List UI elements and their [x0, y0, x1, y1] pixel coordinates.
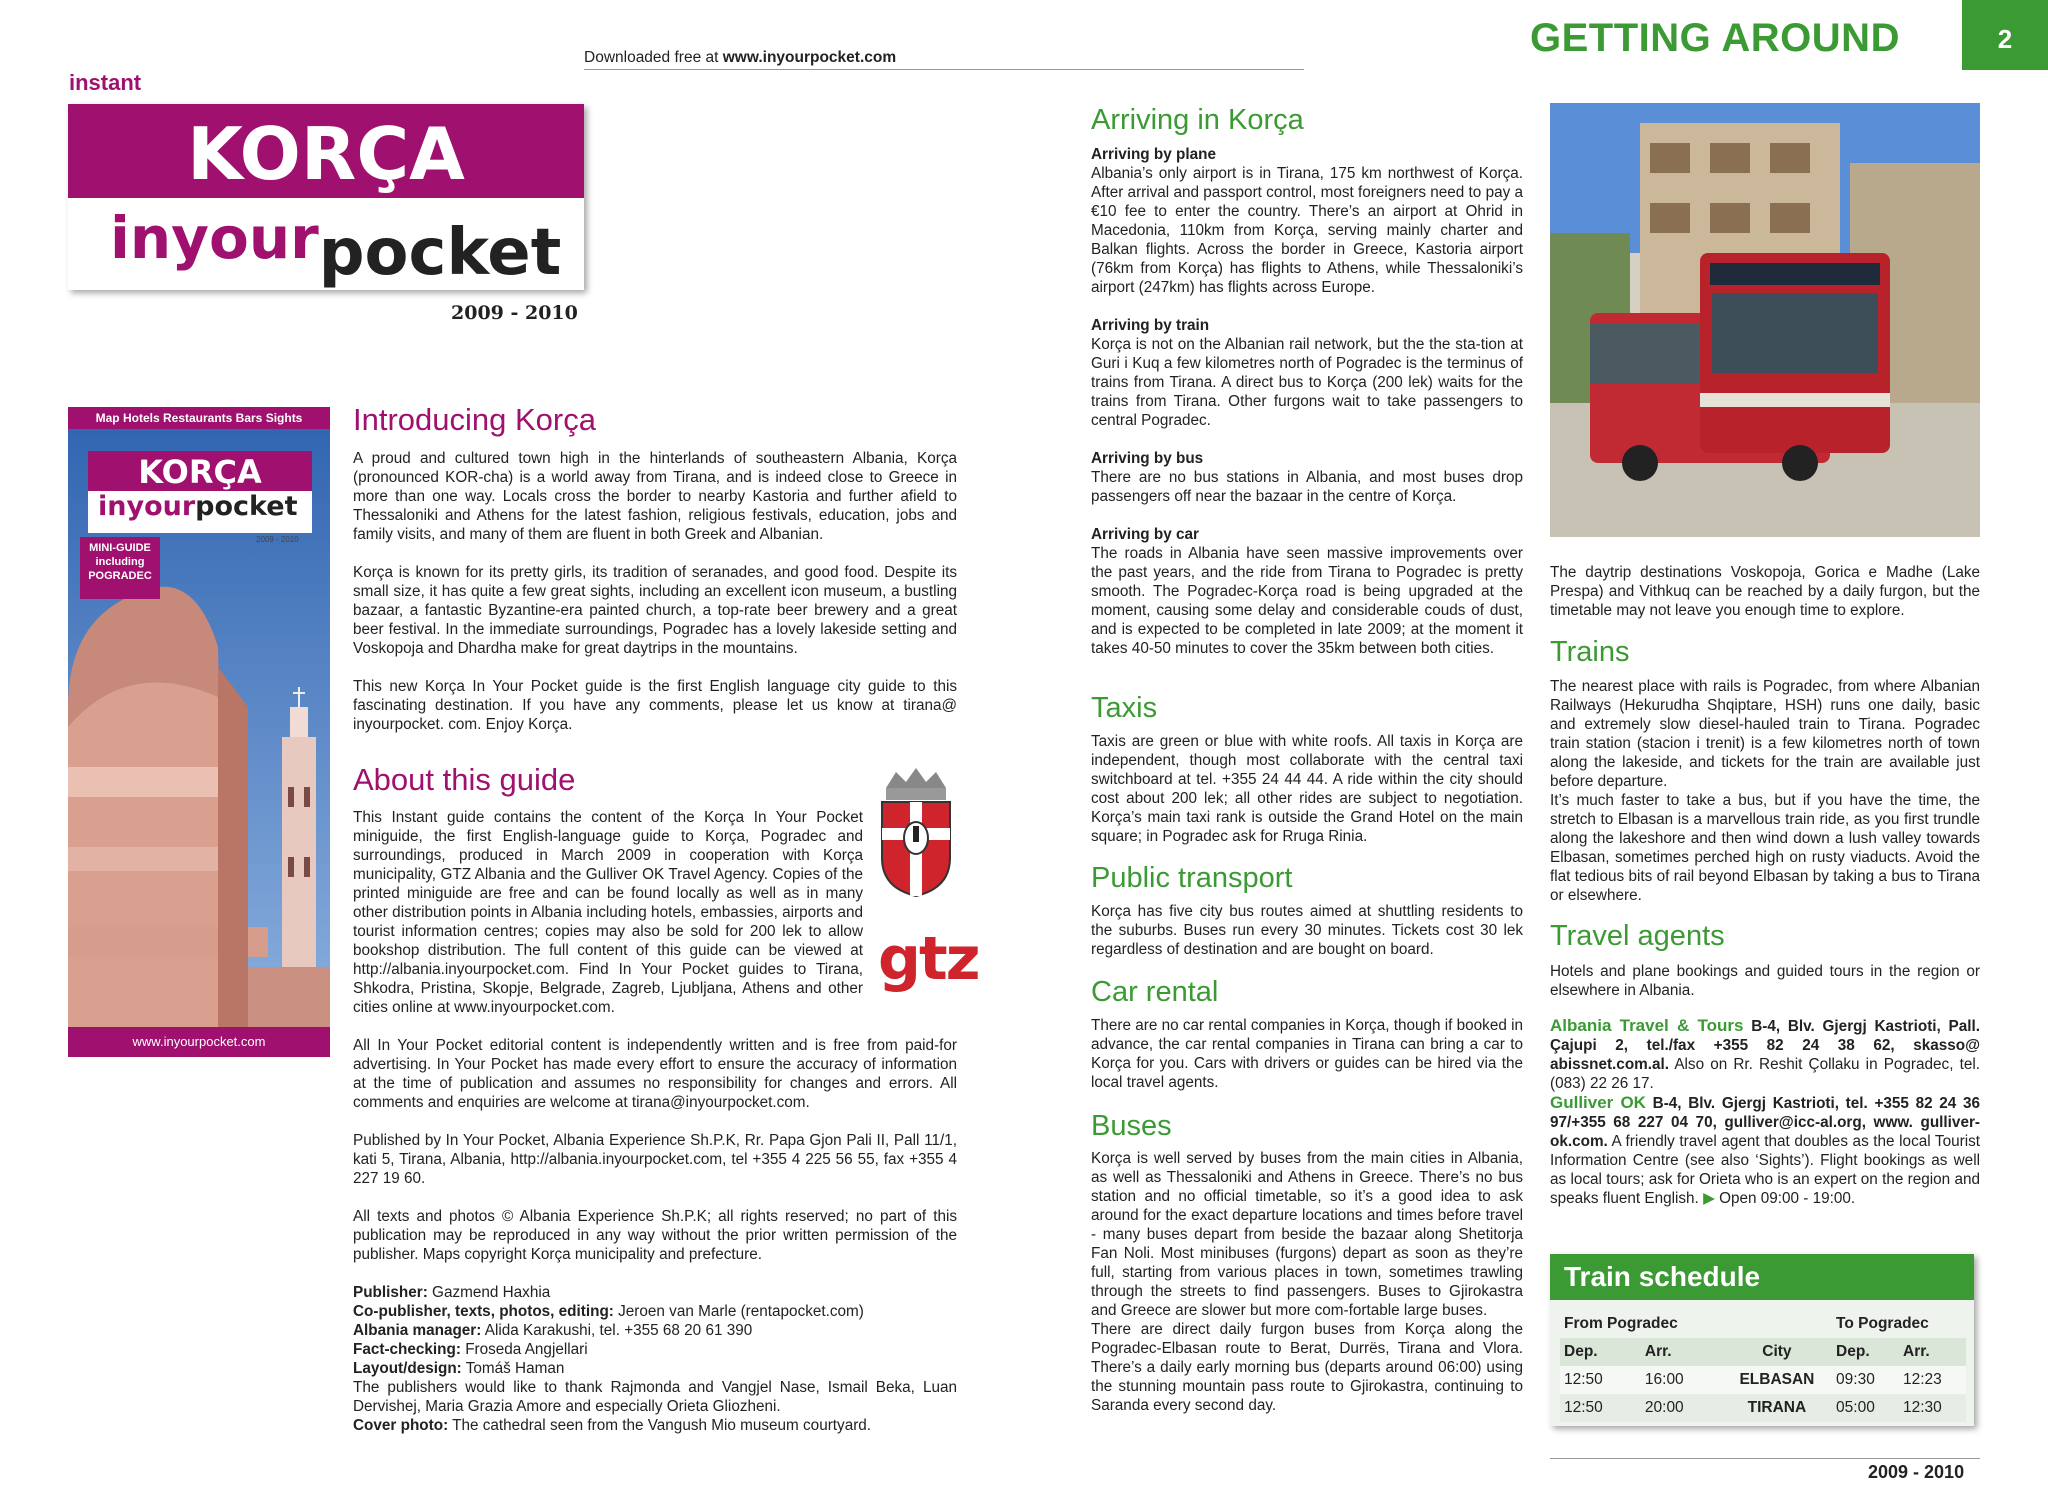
schedule-group-row: [1560, 1310, 1966, 1338]
agent-albania-travel: [1550, 1016, 1980, 1093]
trains-paragraph: The nearest place with rails is Pogradec, from where Albanian Railways (Hekurudha Shqiptare, HSH) runs one daily, basic and extremely slow diesel-hauled train to Tirana. Pogradec train station (stacion i trenit) is a few kilometres north of town along the lakeside, and tickets for the train are available just before departure.: [1550, 678, 1980, 790]
arriving-train: Korça is not on the Albanian rail network, but the the sta-tion at Guri i Kuq a few kilometres north of Pogradec is the terminus of trains from Tirana. A direct bus to Korça (200 lek) waits for the trains from Tirana. Other furgons wait to take passengers to central Pogradec.: [1091, 336, 1523, 429]
credit-label: Publisher:: [353, 1284, 428, 1301]
about-text: [353, 1036, 957, 1435]
download-note: [584, 49, 1304, 70]
arriving-text: [1091, 145, 1523, 677]
cover-image: [68, 407, 330, 1057]
table-row: [1560, 1394, 1966, 1422]
download-prefix: Downloaded free at: [584, 49, 723, 66]
arriving-bus: There are no bus stations in Albania, and most buses drop passengers off near the bazaar in the centre of Korça.: [1091, 469, 1523, 505]
cover-logo: [88, 451, 312, 533]
credit-value: Gazmend Haxhia: [427, 1284, 551, 1301]
gtz-logo: gtz: [878, 924, 979, 994]
bus-photo: [1550, 103, 1980, 537]
buses-heading: Buses: [1091, 1110, 1172, 1142]
train-schedule-box: [1550, 1254, 1974, 1426]
daytrip-text: The daytrip destinations Voskopoja, Gorica e Madhe (Lake Prespa) and Vithkuq can be reached by a daily furgon, but the timetable may not leave you enough time to explore.: [1550, 564, 1980, 619]
korca-bus-photo: [1550, 103, 1980, 537]
download-url[interactable]: www.inyourpocket.com: [722, 49, 897, 66]
cover-url: www.inyourpocket.com: [68, 1027, 330, 1057]
arriving-plane: Albania’s only airport is in Tirana, 175 km northwest of Korça. After arrival and passport control, most foreigners need to pay a €10 fee to enter the country. There’s an airport at Ohrid in Macedonia, 110km from Korça, serving mainly charter and Balkan flights. Across the border in Greece, Kastoria airport (76km from Korça) has flights to Athens, while Thessaloniki’s airport (247km) has flights across Europe.: [1091, 165, 1523, 296]
instant-label: instant: [69, 70, 142, 95]
col-arr: Arr.: [1641, 1338, 1722, 1366]
agent-details: B-4, Blv. Gjergj Kastrioti, tel. +355 82 24 36 97/+355 68 227 04 70, gulliver@icc-al.org, www. gulliver-ok.com.: [1550, 1095, 1981, 1150]
korca-crest-icon: [876, 768, 956, 898]
taxis-heading: Taxis: [1091, 692, 1158, 724]
edition-years: 2009 - 2010: [451, 302, 578, 324]
logo-pocket: pocket: [318, 216, 562, 290]
about-paragraph: All texts and photos © Albania Experience Sh.P.K; all rights reserved; no part of this publication may be reproduced in any way without the prior written permission of the publisher. Maps copyright Korça municipality and prefecture.: [353, 1208, 957, 1263]
train-schedule-table: [1560, 1310, 1966, 1422]
intro-text: [353, 449, 957, 753]
col-dep: Dep.: [1832, 1338, 1899, 1366]
trains-heading: Trains: [1550, 636, 1630, 668]
cover-inyour: inyour: [98, 491, 196, 522]
cover-top-bar: Map Hotels Restaurants Bars Sights: [68, 407, 330, 429]
agent-hours: Open 09:00 - 19:00.: [1714, 1190, 1856, 1207]
table-row: [1560, 1366, 1966, 1394]
cover-logo-brand: [98, 491, 298, 522]
cover-mini-2: including: [95, 556, 145, 568]
col-dep: Dep.: [1560, 1338, 1641, 1366]
cell: 12:50: [1560, 1366, 1641, 1394]
guide-logo: [68, 104, 584, 290]
credit-value: Tomáš Haman: [461, 1360, 565, 1377]
about-paragraph: This Instant guide contains the content of the Korça In Your Pocket miniguide, the first English-language guide to Korça, Pogradec and surroundings, produced in March 2009 in cooperation with Korça municipality, GTZ Albania and the Gulliver OK Travel Agency. Copies of the printed miniguide are free and can be found locally as well as in many other distribution points in Albania including hotels, embassies, airports and tourist information centres; copies may also be sold for 200 lek to allow bookshop distribution. The full content of this guide can be viewed at http://albania.inyourpocket.com. Find In Your Pocket guides to Tirana, Shkodra, Pristina, Skopje, Belgrade, Zagreb, Ljubljana, Athens and other cities online at www.inyourpocket.com.: [353, 809, 863, 1016]
cell-city: ELBASAN: [1722, 1366, 1832, 1394]
credit-line: [353, 1340, 957, 1359]
agent-name[interactable]: Gulliver OK: [1550, 1093, 1646, 1112]
arriving-car: The roads in Albania have seen massive improvements over the past years, and the ride from Tirana to Pogradec is pretty smooth. The Pogradec-Korça road is being upgraded at the moment, causing some delay and considerable couds of dust, and is expected to be completed in late 2009; at the moment it takes 40-50 minutes to cover the 35km between both cities.: [1091, 545, 1523, 657]
cell: 12:30: [1899, 1394, 1966, 1422]
cover-years: 2009 - 2010: [256, 535, 299, 544]
about-heading: About this guide: [353, 762, 576, 797]
agent-note: A friendly travel agent that doubles as the local Tourist Information Centre (see also ‘Sights’). Flight bookings as well as local tours; ask for Orieta who is an expert on the region and speaks fluent English.: [1550, 1133, 1980, 1207]
credit-value: Froseda Angjellari: [460, 1341, 588, 1358]
intro-paragraph: A proud and cultured town high in the hinterlands of southeastern Albania, Korça (pronounced KOR-cha) is a world away from Tirana, and is indeed close to Greece in more than one way. Locals cross the border to nearby Kastoria and further afield to Thessaloniki and Athens for the latest fashion, religious festivals, education, jobs and family visits, and many of them are fluent in both Greek and Albanian.: [353, 450, 957, 543]
cover-photo-label: Cover photo:: [353, 1417, 449, 1434]
buses-paragraph: There are direct daily furgon buses from Korça along the Pogradec-Elbasan route to Berat, Durrës, Tirana and Vlora. There’s a daily early morning bus (departs around 06:00) using the stunning mountain pass route to Gjirokastra, continuing to Saranda every second day.: [1091, 1321, 1523, 1414]
cover-mini-3: POGRADEC: [88, 570, 152, 582]
col-city: City: [1722, 1338, 1832, 1366]
footer-years: 2009 - 2010: [1868, 1462, 1965, 1482]
arriving-car-heading: Arriving by car: [1091, 526, 1199, 543]
arriving-plane-heading: Arriving by plane: [1091, 146, 1216, 163]
car-rental-text: There are no car rental companies in Korça, though if booked in advance, the car rental companies in Tirana can bring a car to Korça for you. Cars with drivers or guides can be hired via the local travel agents.: [1091, 1017, 1523, 1091]
credit-line: [353, 1302, 957, 1321]
schedule-header-row: [1560, 1338, 1966, 1366]
train-schedule-title: Train schedule: [1550, 1254, 1974, 1300]
cover-mini-badge: [80, 537, 160, 599]
cover-photo-value: The cathedral seen from the Vangush Mio museum courtyard.: [448, 1417, 872, 1434]
cell: 20:00: [1641, 1394, 1722, 1422]
to-label: To Pogradec: [1836, 1315, 1929, 1332]
cell-city: TIRANA: [1722, 1394, 1832, 1422]
agent-name[interactable]: Albania Travel & Tours: [1550, 1016, 1744, 1035]
cover-pocket: pocket: [195, 491, 298, 522]
credit-line: [353, 1359, 957, 1378]
credit-line: [353, 1283, 957, 1302]
logo-brand: [110, 200, 562, 290]
credit-label: Albania manager:: [353, 1322, 482, 1339]
page-number: 2: [1962, 0, 2048, 70]
cover-mini-1: MINI-GUIDE: [89, 542, 151, 554]
travel-agents-heading: Travel agents: [1550, 920, 1725, 952]
credit-line: [353, 1321, 957, 1340]
col-arr: Arr.: [1899, 1338, 1966, 1366]
logo-city: KORÇA: [68, 104, 584, 198]
arriving-train-heading: Arriving by train: [1091, 317, 1210, 334]
play-arrow-icon: ▶: [1703, 1190, 1715, 1207]
trains-text: [1550, 677, 1980, 905]
intro-paragraph: This new Korça In Your Pocket guide is the first English language city guide to this fascinating destination. If you have any comments, please let us know at tirana@ inyourpocket. com. Enjoy Korça.: [353, 678, 957, 733]
buses-text: [1091, 1149, 1523, 1415]
thanks-text: The publishers would like to thank Rajmonda and Vangjel Nase, Ismail Beka, Luan Dervishej, Maria Grazia Amore and especially Orieta Gliozheni.: [353, 1379, 957, 1415]
agent-gulliver: [1550, 1093, 1980, 1208]
public-transport-heading: Public transport: [1091, 862, 1293, 894]
travel-agents-listings: [1550, 1016, 1980, 1208]
buses-paragraph: Korça is well served by buses from the main cities in Albania, as well as Thessaloniki and Athens in Greece. There’s no bus station and no official timetable, so it’s a good idea to ask around for the exact departure locations and times before travel - many buses depart from beside the bazaar along Shetitorja Fan Noli. Most minibuses (furgons) depart as soon as they’re full, starting from various places in town, sometimes trawling through the streets to find passengers. Buses to Gjirokastra and Greece are slower but more com-fortable large buses.: [1091, 1150, 1523, 1319]
footer-divider: [1550, 1458, 1980, 1459]
intro-heading: Introducing Korça: [353, 402, 596, 437]
logo-inyour: inyour: [110, 204, 319, 272]
empty-cell: [1722, 1310, 1832, 1338]
agent-details: B-4, Blv. Gjergj Kastrioti, Pall. Çajupi 2, tel./fax +355 82 24 38 62, skasso@ abissnet.com.al.: [1550, 1018, 1980, 1073]
about-paragraph: Published by In Your Pocket, Albania Experience Sh.P.K, Rr. Papa Gjon Pali II, Pall 11/1, kati 5, Tirana, Albania, http://albania.inyourpocket.com, tel +355 4 225 56 55, fax +355 4 227 19 60.: [353, 1132, 957, 1187]
public-transport-text: Korça has five city bus routes aimed at shuttling residents to the suburbs. Buses run every 30 minutes. Tickets cost 30 lek regardless of destination and are bought on board.: [1091, 903, 1523, 958]
cell: 12:23: [1899, 1366, 1966, 1394]
credit-value: Alida Karakushi, tel. +355 68 20 61 390: [481, 1322, 753, 1339]
credit-label: Fact-checking:: [353, 1341, 461, 1358]
arriving-bus-heading: Arriving by bus: [1091, 450, 1204, 467]
cell: 12:50: [1560, 1394, 1641, 1422]
cell: 09:30: [1832, 1366, 1899, 1394]
from-label: From Pogradec: [1564, 1315, 1678, 1332]
credit-value: Jeroen van Marle (rentapocket.com): [613, 1303, 864, 1320]
about-paragraph: All In Your Pocket editorial content is independently written and is free from paid-for advertising. In Your Pocket has made every effort to ensure the accuracy of information at the time of publication and assumes no responsibility for changes and errors. All comments and enquiries are welcome at tirana@inyourpocket.com.: [353, 1037, 957, 1111]
credit-label: Layout/design:: [353, 1360, 462, 1377]
about-text-narrow: [353, 808, 863, 1036]
cover-logo-city: KORÇA: [88, 451, 312, 491]
taxis-text: Taxis are green or blue with white roofs. All taxis in Korça are independent, though most collaborate with the central taxi switchboard at tel. +355 24 44 44. A ride within the city should cost about 200 lek; all other rides are subject to negotiation. Korça’s main taxi rank is outside the Grand Hotel on the main square; in Pogradec ask for Rruga Rinia.: [1091, 733, 1523, 845]
cell: 05:00: [1832, 1394, 1899, 1422]
trains-paragraph: It’s much faster to take a bus, but if you have the time, the stretch to Elbasan is a marvellous train ride, as you first trundle along the lakeshore and then wind down a lush valley towards Elbasan, sometimes perched high on rusty viaducts. Avoid the flat tedious bits of rail beyond Elbasan by taking a bus to Tirana or elsewhere.: [1550, 792, 1980, 904]
arriving-heading: Arriving in Korça: [1091, 104, 1304, 136]
agent-note: Also on Rr. Reshit Çollaku in Pogradec, tel. (083) 22 26 17.: [1550, 1056, 1980, 1092]
cell: 16:00: [1641, 1366, 1722, 1394]
travel-agents-intro: Hotels and plane bookings and guided tours in the region or elsewhere in Albania.: [1550, 963, 1980, 999]
cover-photo-credit: [353, 1416, 957, 1435]
car-rental-heading: Car rental: [1091, 976, 1219, 1008]
credit-label: Co-publisher, texts, photos, editing:: [353, 1303, 614, 1320]
intro-paragraph: Korça is known for its pretty girls, its tradition of seranades, and good food. Despite its small size, it has quite a few great sights, including an excellent icon museum, a bustling bazaar, a fantastic Byzantine-era painted church, a top-rate beer brewery and a great beer festival. In the immediate surroundings, Pogradec has a lovely lakeside setting and Voskopoja and Dhardha make for great daytrips in the mountains.: [353, 564, 957, 657]
section-title: GETTING AROUND: [1530, 16, 1900, 60]
